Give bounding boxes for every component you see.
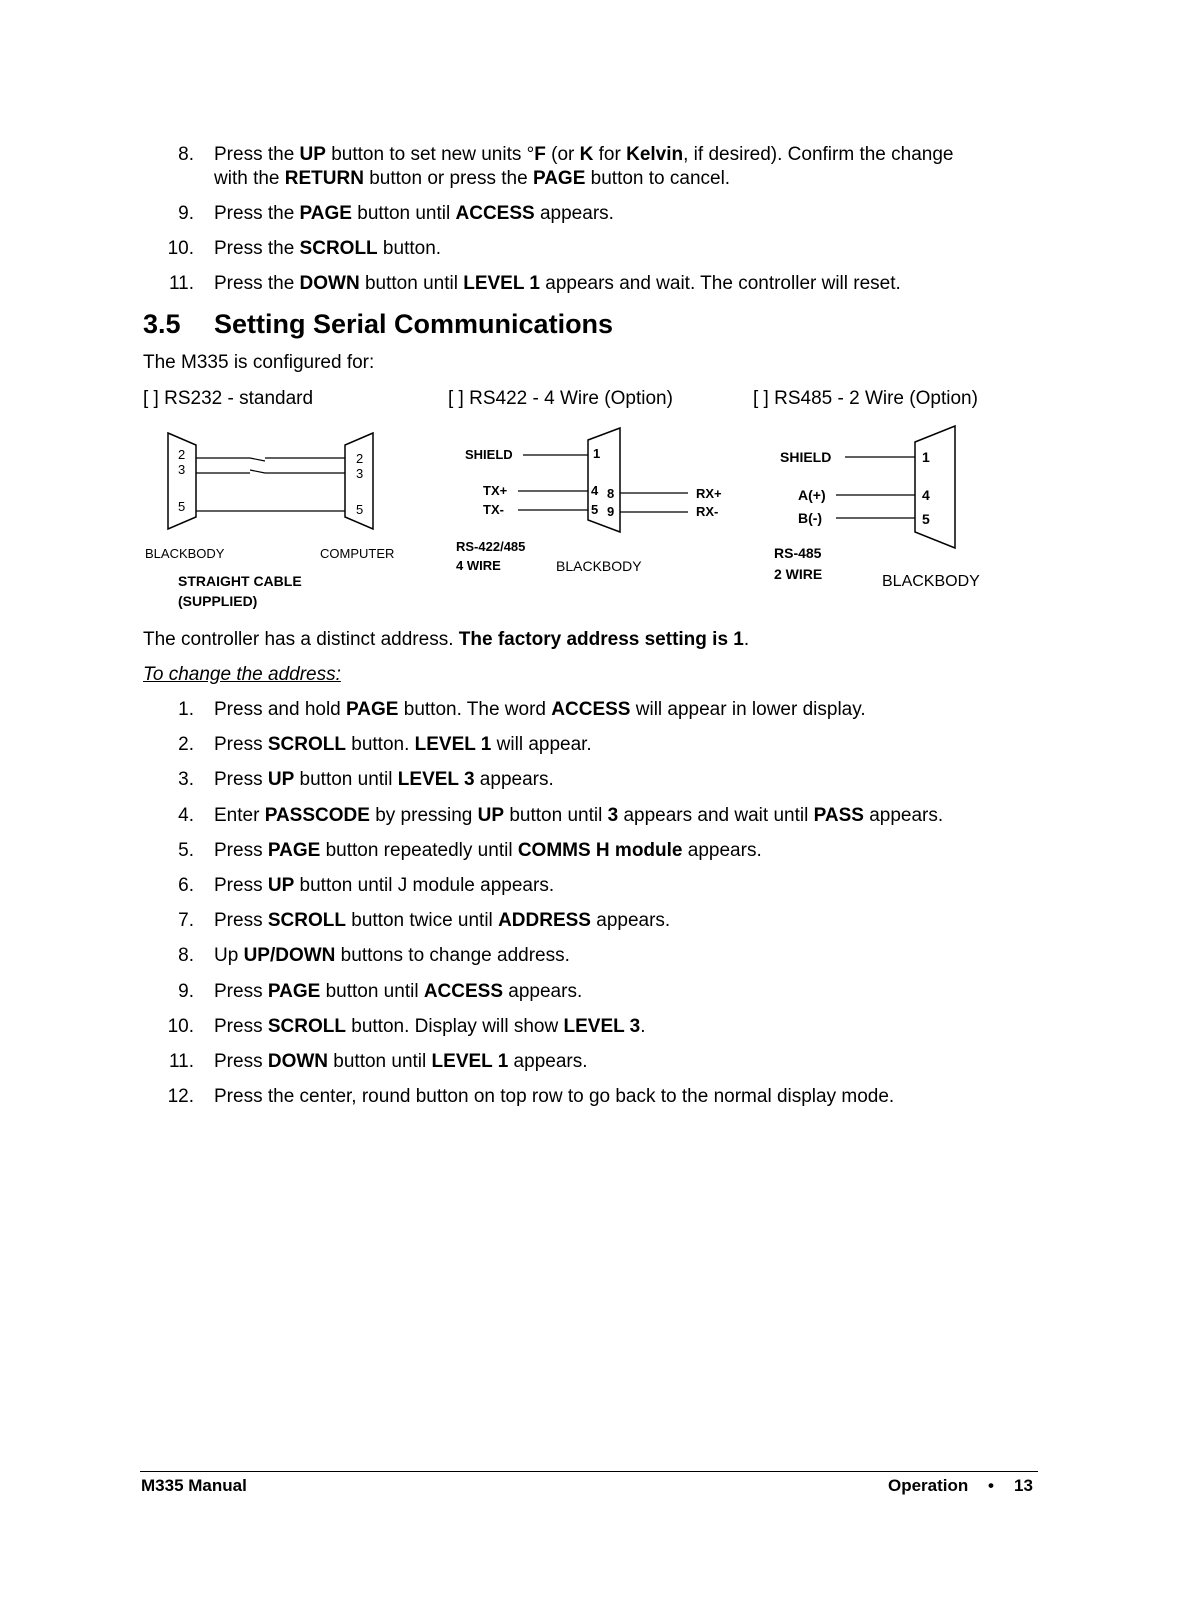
text-run: appears.: [863, 805, 944, 826]
list-number: 4.: [178, 805, 194, 826]
list-number: 6.: [178, 875, 194, 896]
txm-label: TX-: [483, 502, 504, 517]
text-run: Press: [214, 910, 268, 931]
text-run: .: [743, 629, 750, 650]
shield-label: SHIELD: [465, 447, 513, 462]
list-item-text: [214, 272, 901, 296]
text-run: Press the: [214, 238, 300, 259]
emphasis-text: LEVEL 3: [563, 1016, 641, 1037]
text-run: Up: [214, 945, 244, 966]
intro-text: The M335 is configured for:: [143, 352, 375, 373]
text-run: button until: [359, 273, 464, 294]
cable-caption: STRAIGHT CABLE: [178, 573, 302, 589]
emphasis-text: SCROLL: [267, 910, 346, 931]
rs422-device-label: BLACKBODY: [556, 558, 642, 574]
text-run: button to cancel.: [585, 168, 731, 189]
list-number: 10.: [167, 238, 194, 259]
emphasis-text: UP: [267, 769, 295, 790]
text-run: button. Display will show: [345, 1016, 564, 1037]
list-item-text: [214, 1015, 646, 1039]
emphasis-text: F: [534, 144, 546, 165]
emphasis-text: RETURN: [284, 168, 364, 189]
text-run: will appear.: [491, 734, 592, 755]
text-run: (or: [545, 144, 580, 165]
text-run: Press and hold: [214, 699, 347, 720]
left-device-label: BLACKBODY: [145, 546, 225, 561]
emphasis-text: ACCESS: [423, 981, 504, 1002]
page-number: 13: [1014, 1476, 1033, 1495]
pin-5: 5: [591, 502, 599, 517]
text-run: .: [640, 1016, 646, 1037]
emphasis-text: ACCESS: [551, 699, 631, 720]
emphasis-text: ACCESS: [455, 203, 535, 224]
list-item-text: [214, 1085, 894, 1109]
list-number: 3.: [178, 769, 194, 790]
cable-caption-supplied: (SUPPLIED): [178, 593, 258, 609]
text-run: , if desired). Confirm the change: [683, 144, 954, 165]
list-item-text: [214, 698, 866, 722]
text-run: Press: [214, 1051, 268, 1072]
list-item-text: [214, 804, 943, 828]
emphasis-text: LEVEL 1: [463, 273, 540, 294]
text-run: button until: [504, 805, 608, 826]
text-run: appears.: [590, 910, 671, 931]
list-item-text: [214, 733, 592, 757]
right-pin-3: 3: [356, 466, 364, 481]
rxm-label: RX-: [696, 504, 719, 519]
text-run: Press the: [214, 144, 300, 165]
emphasis-text: PAGE: [299, 203, 352, 224]
text-run: appears.: [682, 840, 762, 861]
text-run: button until J module appears.: [294, 875, 555, 896]
rs422-wiring-diagram: [450, 420, 740, 580]
wire-cross-a: [250, 458, 265, 461]
text-run: appears.: [534, 203, 614, 224]
pin-9: 9: [607, 504, 615, 519]
emphasis-text: PASSCODE: [264, 805, 370, 826]
ap-label: A(+): [798, 487, 826, 503]
rs232-wiring-diagram: [140, 425, 410, 615]
rs485-caption-wire: 2 WIRE: [774, 566, 823, 582]
footer-section: Operation: [888, 1476, 969, 1495]
text-run: appears.: [503, 981, 583, 1002]
right-pin-2: 2: [356, 451, 364, 466]
emphasis-text: COMMS H module: [517, 840, 683, 861]
emphasis-text: LEVEL 3: [397, 769, 475, 790]
emphasis-text: PASS: [813, 805, 864, 826]
rs485-wiring-diagram: [770, 420, 1010, 595]
text-run: will appear in lower display.: [630, 699, 866, 720]
text-run: Enter: [214, 805, 265, 826]
list-item-text: [214, 768, 554, 792]
list-number: 9.: [178, 203, 194, 224]
text-run: button.: [345, 734, 415, 755]
list-item-text: [214, 1050, 588, 1074]
change-address-heading: To change the address:: [143, 664, 341, 685]
emphasis-text: SCROLL: [267, 1016, 346, 1037]
list-number: 7.: [178, 910, 194, 931]
footer-rule: [140, 1471, 1038, 1472]
text-run: Press the: [214, 203, 300, 224]
emphasis-text: PAGE: [346, 699, 399, 720]
text-run: Press the: [214, 273, 300, 294]
pin-8: 8: [607, 486, 615, 501]
pin-1: 1: [922, 449, 930, 465]
rs485-caption: RS-485: [774, 545, 822, 561]
text-run: appears and wait until: [618, 805, 814, 826]
text-run: by pressing: [369, 805, 478, 826]
text-run: appears and wait. The controller will reset.: [539, 273, 901, 294]
text-run: button.: [377, 238, 442, 259]
text-run: Press: [214, 981, 268, 1002]
text-run: button until: [320, 981, 424, 1002]
emphasis-text: DOWN: [267, 1051, 329, 1072]
emphasis-text: LEVEL 1: [414, 734, 492, 755]
emphasis-text: PAGE: [532, 168, 586, 189]
emphasis-text: LEVEL 1: [431, 1051, 509, 1072]
text-run: button. The word: [398, 699, 552, 720]
list-number: 1.: [178, 699, 194, 720]
list-number: 8.: [178, 144, 194, 165]
rxp-label: RX+: [696, 486, 722, 501]
text-run: for: [593, 144, 627, 165]
text-run: button to set new units °: [325, 144, 535, 165]
emphasis-text: UP: [299, 144, 326, 165]
pin-5: 5: [922, 511, 930, 527]
text-run: button or press the: [363, 168, 533, 189]
list-number: 5.: [178, 840, 194, 861]
section-title: Setting Serial Communications: [214, 309, 614, 339]
text-run: buttons to change address.: [335, 945, 570, 966]
footer-manual-title: M335 Manual: [141, 1476, 247, 1495]
list-item-text: [214, 839, 762, 863]
option-rs232: [ ] RS232 - standard: [143, 388, 314, 409]
emphasis-text: DOWN: [299, 273, 360, 294]
shield-label: SHIELD: [780, 449, 832, 465]
text-run: button until: [294, 769, 398, 790]
list-item-text-continued: [214, 167, 730, 191]
text-run: Press: [214, 840, 268, 861]
text-run: Press: [214, 875, 268, 896]
pin-1: 1: [593, 446, 601, 461]
left-pin-2: 2: [178, 447, 186, 462]
list-item-text: [214, 143, 953, 167]
text-run: Press: [214, 1016, 268, 1037]
list-number: 12.: [167, 1086, 194, 1107]
emphasis-text: PAGE: [267, 981, 321, 1002]
text-run: button until: [328, 1051, 432, 1072]
wire-cross-b: [250, 470, 265, 473]
emphasis-text: PAGE: [267, 840, 321, 861]
emphasis-text: UP: [267, 875, 295, 896]
text-run: Press: [214, 769, 268, 790]
emphasis-text: The factory address setting is 1: [458, 629, 744, 650]
list-item-text: [214, 909, 670, 933]
list-item-text: [214, 980, 582, 1004]
list-item-text: [214, 874, 554, 898]
footer-bullet: •: [988, 1476, 994, 1495]
emphasis-text: SCROLL: [267, 734, 346, 755]
list-item-text: [214, 944, 570, 968]
section-number: 3.5: [143, 309, 181, 339]
text-run: The controller has a distinct address.: [143, 629, 459, 650]
list-item-text: [214, 202, 614, 226]
right-pin-5: 5: [356, 502, 364, 517]
emphasis-text: UP: [477, 805, 505, 826]
emphasis-text: ADDRESS: [498, 910, 591, 931]
emphasis-text: SCROLL: [299, 238, 378, 259]
address-paragraph: [143, 628, 749, 652]
text-run: button until: [351, 203, 456, 224]
list-number: 11.: [168, 273, 194, 294]
text-run: with the: [214, 168, 285, 189]
db9-connector-shape: [915, 426, 955, 548]
txp-label: TX+: [483, 483, 508, 498]
text-run: button repeatedly until: [320, 840, 518, 861]
list-item-text: [214, 237, 441, 261]
rs422-caption: RS-422/485: [456, 539, 526, 554]
emphasis-text: K: [579, 144, 594, 165]
rs485-device-label: BLACKBODY: [882, 573, 980, 590]
option-rs485: [ ] RS485 - 2 Wire (Option): [753, 388, 978, 409]
text-run: Press: [214, 734, 268, 755]
pin-4: 4: [922, 487, 930, 503]
option-rs422: [ ] RS422 - 4 Wire (Option): [448, 388, 673, 409]
text-run: appears.: [508, 1051, 588, 1072]
text-run: appears.: [474, 769, 554, 790]
left-pin-3: 3: [178, 462, 186, 477]
right-device-label: COMPUTER: [320, 546, 395, 561]
pin-4: 4: [591, 483, 599, 498]
list-number: 10.: [167, 1016, 194, 1037]
text-run: Press the center, round button on top row to go back to the normal display mode.: [214, 1086, 895, 1107]
left-pin-5: 5: [178, 499, 186, 514]
rs422-caption-wire: 4 WIRE: [456, 558, 501, 573]
emphasis-text: 3: [607, 805, 619, 826]
emphasis-text: UP/DOWN: [243, 945, 336, 966]
list-number: 8.: [178, 945, 194, 966]
list-number: 9.: [178, 981, 194, 1002]
list-number: 11.: [168, 1051, 194, 1072]
bm-label: B(-): [798, 510, 823, 526]
emphasis-text: Kelvin: [626, 144, 684, 165]
text-run: button twice until: [345, 910, 499, 931]
list-number: 2.: [178, 734, 194, 755]
